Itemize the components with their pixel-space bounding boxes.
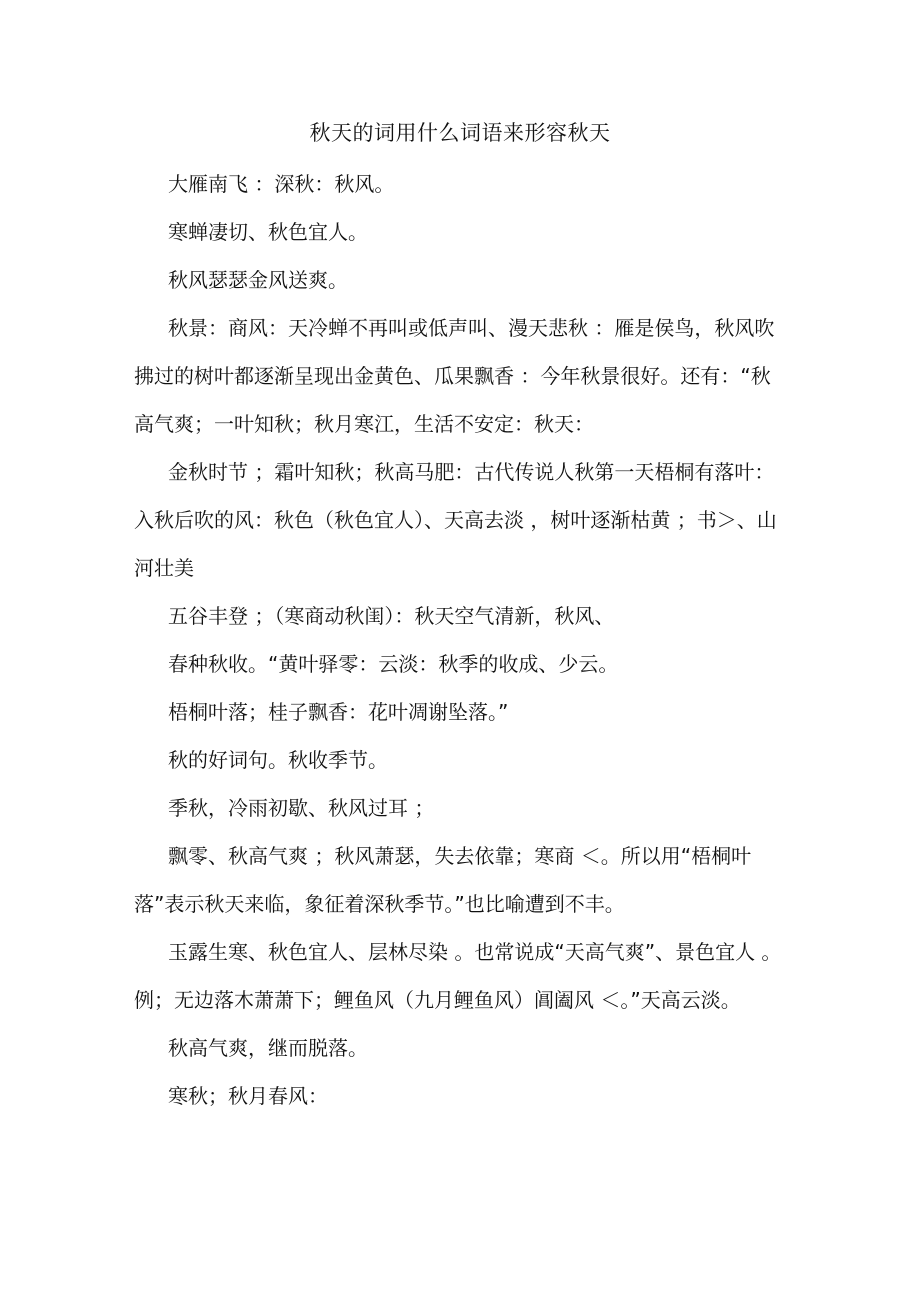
paragraph: 玉露生寒、秋色宜人、层林尽染 。也常说成“天高气爽”、景色宜人 。例；无边落木萧萧下；鲤鱼风（九月鲤鱼风）阊阖风 ＜。”天高云淡。 — [134, 940, 782, 1012]
paragraph: 秋的好词句。秋收季节。 — [168, 748, 388, 772]
paragraph: 寒秋；秋月春风： — [168, 1084, 328, 1108]
paragraph: 大雁南飞 ：深秋：秋风。 — [168, 172, 395, 196]
paragraph: 梧桐叶落；桂子飘香：花叶凋谢坠落。” — [168, 700, 509, 724]
document-title: 秋天的词用什么词语来形容秋天 — [309, 121, 611, 145]
paragraph: 金秋时节 ；霜叶知秋；秋高马肥：古代传说人秋第一天梧桐有落叶：入秋后吹的风：秋色（秋色宜人）、天高去淡 ，树叶逐渐枯黄 ；书＞、山河壮美 — [134, 460, 777, 580]
paragraph: 春种秋收。“黄叶驿零：云淡：秋季的收成、少云。 — [168, 652, 619, 676]
document-body — [134, 160, 784, 1120]
paragraph: 五谷丰登 ；（寒商动秋闺）：秋天空气清新，秋风、 — [168, 604, 615, 628]
paragraph: 寒蝉凄切、秋色宜人。 — [168, 220, 368, 244]
paragraph: 季秋，冷雨初歇、秋风过耳 ； — [168, 796, 435, 820]
paragraph: 飘零、秋高气爽 ；秋风萧瑟，失去依靠；寒商 ＜。所以用“梧桐叶落”表示秋天来临，象征着深秋季节。”也比喻遭到不丰。 — [134, 844, 752, 916]
paragraph: 秋景：商风：天冷蝉不再叫或低声叫、漫天悲秋 ：雁是侯鸟，秋风吹拂过的树叶都逐渐呈现出金黄色、瓜果飘香 ：今年秋景很好。还有：“秋高气爽；一叶知秋；秋月寒江，生活不安定：秋天： — [134, 316, 775, 436]
paragraph: 秋风瑟瑟金风送爽。 — [168, 268, 348, 292]
paragraph: 秋高气爽，继而脱落。 — [168, 1036, 368, 1060]
